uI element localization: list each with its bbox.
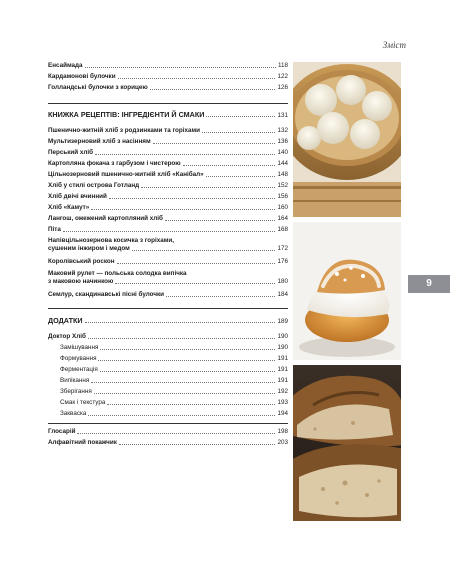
toc-entry-title: Хліб двічі вчинний (48, 193, 107, 200)
leader-dots (115, 283, 275, 284)
leader-dots (165, 220, 276, 221)
toc-page-number: 160 (277, 204, 288, 211)
toc-page-number: 148 (277, 171, 288, 178)
leader-dots (88, 338, 276, 339)
toc-entry-title: Перський хліб (48, 149, 94, 156)
toc-subentry[interactable] (48, 366, 288, 374)
section-heading-appendix[interactable] (48, 316, 288, 325)
toc-entry[interactable] (48, 127, 288, 135)
toc-entry-title: Кардамонові булочки (48, 73, 116, 80)
toc-entry[interactable] (48, 73, 288, 81)
photo-rustic-loaves (293, 365, 401, 521)
leader-dots (117, 263, 276, 264)
toc-entry[interactable] (48, 428, 288, 436)
toc-subentry[interactable] (48, 388, 288, 396)
leader-dots (88, 415, 275, 416)
leader-dots (63, 231, 276, 232)
leader-dots (153, 143, 276, 144)
toc-entry-title: Закваска (60, 410, 87, 417)
toc-entry-title: Зберігання (60, 388, 92, 395)
leader-dots (85, 322, 276, 323)
leader-dots (132, 250, 276, 251)
toc-page-number: 131 (277, 112, 288, 119)
toc-entry-title: Алфавітний покажчик (48, 439, 117, 446)
toc-page-number: 156 (277, 193, 288, 200)
toc-entry-title: Лангош, ожежений картопляний хліб (48, 215, 163, 222)
toc-page-number: 176 (277, 258, 288, 265)
toc-entry[interactable] (48, 291, 288, 299)
toc-entry-title: Ферментація (60, 366, 98, 373)
leader-dots (98, 360, 275, 361)
toc-entry[interactable] (48, 226, 288, 234)
leader-dots (77, 433, 275, 434)
leader-dots (202, 132, 275, 133)
toc-entry[interactable] (48, 160, 288, 168)
toc-entry-title: Випікання (60, 377, 90, 384)
leader-dots (107, 404, 275, 405)
toc-entry[interactable] (48, 204, 288, 212)
leader-dots (109, 198, 276, 199)
toc-entry-title-line2: сушеним інжиром і медом (48, 245, 130, 252)
toc-entry-title: Енсаймада (48, 62, 83, 69)
toc-page-number: 118 (277, 62, 288, 69)
toc-entry-title: Смак і текстура (60, 399, 106, 406)
leader-dots (183, 165, 276, 166)
leader-dots (94, 393, 276, 394)
toc-entry[interactable] (48, 182, 288, 190)
toc-entry-title: Голландські булочки з корицею (48, 84, 148, 91)
leader-dots (166, 296, 275, 297)
toc-page-number: 136 (277, 138, 288, 145)
section-divider (48, 103, 288, 104)
toc-page-number: 172 (277, 245, 288, 252)
leader-dots (118, 78, 276, 79)
toc-entry[interactable] (48, 171, 288, 179)
toc-page-number: 164 (277, 215, 288, 222)
leader-dots (150, 89, 276, 90)
toc-entry-title-line2: з маковою начинкою (48, 278, 114, 285)
toc-page-number: 192 (277, 388, 288, 395)
toc-entry-title: Королівський роскон (48, 258, 115, 265)
toc-entry-title: Замішування (60, 344, 99, 351)
toc-entry[interactable] (48, 138, 288, 146)
toc-entry[interactable] (48, 62, 288, 70)
toc-page-number: 190 (277, 333, 288, 340)
toc-entry-title: Хліб у стилі острова Готланд (48, 182, 140, 189)
toc-page-number: 152 (277, 182, 288, 189)
toc-page-number: 180 (277, 278, 288, 285)
toc-page-number: 144 (277, 160, 288, 167)
leader-dots (85, 67, 276, 68)
toc-page-number: 184 (277, 291, 288, 298)
toc-entry[interactable] (48, 193, 288, 201)
toc-entry-title-line1: Напівцільнозернова косичка з горіхами, (48, 237, 175, 244)
leader-dots (206, 116, 275, 117)
toc-entry[interactable] (48, 333, 288, 341)
toc-entry[interactable] (48, 237, 288, 253)
toc-entry-title: Цільнозерновий пшенично-житній хліб «Канібал» (48, 171, 204, 178)
toc-page-number: 194 (277, 410, 288, 417)
photo-semla-bun (293, 222, 401, 360)
toc-entry[interactable] (48, 258, 288, 266)
toc-entry[interactable] (48, 149, 288, 157)
toc-subentry[interactable] (48, 377, 288, 385)
toc-page-number: 191 (277, 366, 288, 373)
toc-page-number: 193 (277, 399, 288, 406)
section-heading-recipes[interactable] (48, 110, 288, 119)
toc-page-number: 189 (277, 318, 288, 325)
leader-dots (95, 154, 275, 155)
toc-page-number: 168 (277, 226, 288, 233)
toc-entry[interactable] (48, 84, 288, 92)
toc-page-number: 190 (277, 344, 288, 351)
toc-entry[interactable] (48, 270, 288, 286)
running-head: Зміст (382, 40, 406, 50)
section-divider (48, 423, 288, 424)
leader-dots (141, 187, 275, 188)
leader-dots (206, 176, 276, 177)
toc-entry-title: Хліб «Камут» (48, 204, 90, 211)
toc-entry-title: Доктор Хліб (48, 333, 86, 340)
leader-dots (91, 382, 275, 383)
toc-page-number: 191 (277, 355, 288, 362)
toc-entry[interactable] (48, 215, 288, 223)
leader-dots (119, 444, 276, 445)
toc-subentry[interactable] (48, 344, 288, 352)
toc-page-number: 198 (277, 428, 288, 435)
section-title: КНИЖКА РЕЦЕПТІВ: ІНГРЕДІЄНТИ Й СМАКИ (48, 110, 205, 119)
toc-entry[interactable] (48, 439, 288, 447)
leader-dots (91, 209, 275, 210)
toc-entry-title: Формування (60, 355, 97, 362)
toc-page-number: 132 (277, 127, 288, 134)
toc-page-number: 122 (277, 73, 288, 80)
toc-page-number: 140 (277, 149, 288, 156)
leader-dots (100, 371, 276, 372)
toc-entry-title: Піта (48, 226, 61, 233)
toc-entry-title: Пшенично-житній хліб з родзинками та горіхами (48, 127, 200, 134)
page-number-tab: 9 (408, 275, 450, 293)
toc-subentry[interactable] (48, 399, 288, 407)
section-divider (48, 308, 288, 309)
toc-subentry[interactable] (48, 410, 288, 418)
toc-page-number: 191 (277, 377, 288, 384)
toc-page-number: 203 (277, 439, 288, 446)
toc-page-number: 126 (277, 84, 288, 91)
toc-entry-title-line1: Маковий рулет — польська солодка випічка (48, 270, 187, 277)
toc-entry-title: Глосарій (48, 428, 76, 435)
toc-entry-title: Семлур, скандинавські пісні булочки (48, 291, 165, 298)
toc-subentry[interactable] (48, 355, 288, 363)
leader-dots (100, 349, 275, 350)
toc-entry-title: Картопляна фокача з гарбузом і чистерою (48, 160, 181, 167)
photo-steamed-buns (293, 62, 401, 217)
section-title: ДОДАТКИ (48, 316, 83, 325)
toc-entry-title: Мультизерновий хліб з насінням (48, 138, 151, 145)
